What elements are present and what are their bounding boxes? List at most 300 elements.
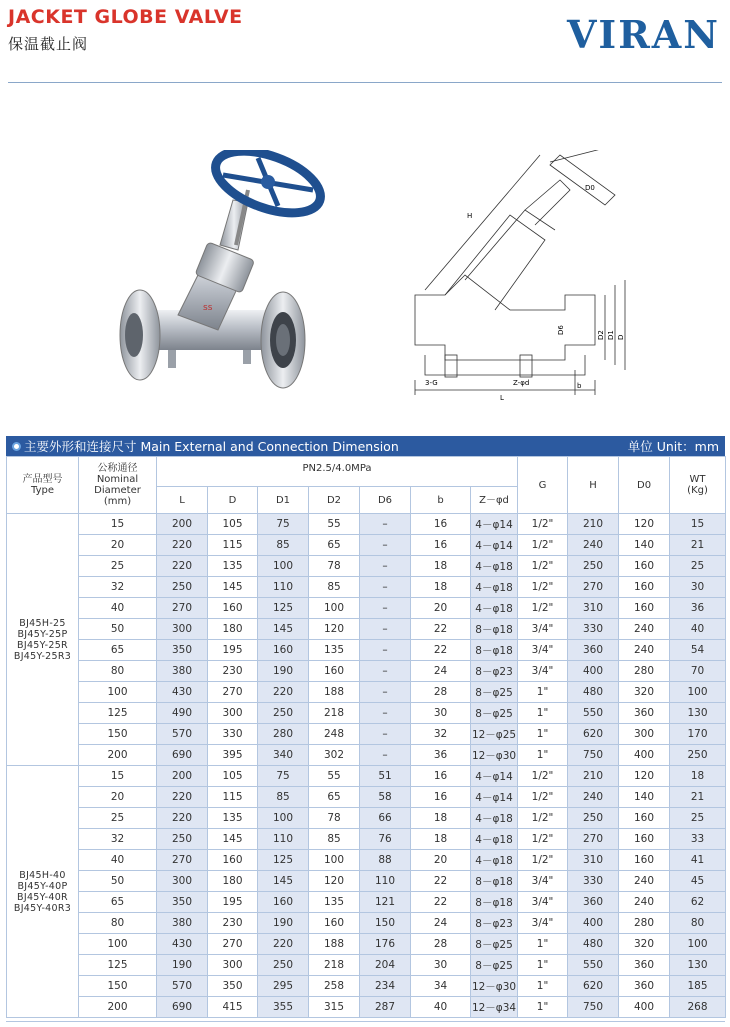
col-h: H xyxy=(568,457,619,514)
label-d6: D6 xyxy=(557,325,565,335)
table-cell: 160 xyxy=(619,598,670,619)
table-cell: 690 xyxy=(157,997,208,1018)
table-cell: 140 xyxy=(619,787,670,808)
table-cell: 32 xyxy=(411,724,471,745)
table-cell: 160 xyxy=(619,829,670,850)
table-cell: 195 xyxy=(208,892,258,913)
title-chinese: 保温截止阀 xyxy=(8,35,89,53)
label-g: 3-G xyxy=(425,379,438,387)
type-name: BJ45Y-25P xyxy=(17,628,68,640)
table-cell: 160 xyxy=(619,556,670,577)
table-cell: 12－φ25 xyxy=(471,724,518,745)
table-cell: 20 xyxy=(79,535,157,556)
table-cell: 295 xyxy=(258,976,309,997)
table-cell: 400 xyxy=(568,913,619,934)
table-cell: 120 xyxy=(619,766,670,787)
table-row xyxy=(7,934,726,955)
table-cell: 480 xyxy=(568,682,619,703)
table-cell: 22 xyxy=(411,619,471,640)
table-cell: 190 xyxy=(258,661,309,682)
table-cell: 270 xyxy=(157,598,208,619)
table-cell: 280 xyxy=(619,661,670,682)
table-cell: 270 xyxy=(568,577,619,598)
table-row xyxy=(7,703,726,724)
table-cell: 160 xyxy=(619,850,670,871)
col-nominal-diameter: 公称通径 Nominal Diameter (mm) xyxy=(79,457,157,514)
table-cell: 400 xyxy=(619,745,670,766)
table-cell: 220 xyxy=(258,682,309,703)
table-cell: 180 xyxy=(208,619,258,640)
table-cell: 160 xyxy=(208,598,258,619)
table-cell: 1/2" xyxy=(518,535,568,556)
table-cell: 3/4" xyxy=(518,619,568,640)
table-cell: 4－φ14 xyxy=(471,766,518,787)
table-cell: 55 xyxy=(309,766,360,787)
table-cell: 110 xyxy=(258,577,309,598)
table-cell: 1/2" xyxy=(518,787,568,808)
table-cell: 8－φ25 xyxy=(471,955,518,976)
table-cell: 200 xyxy=(157,766,208,787)
table-cell: 145 xyxy=(258,619,309,640)
table-row xyxy=(7,661,726,682)
table-cell: 200 xyxy=(79,745,157,766)
table-cell: 32 xyxy=(79,829,157,850)
type-cell xyxy=(7,514,79,766)
table-cell: 330 xyxy=(208,724,258,745)
table-cell: 15 xyxy=(79,766,157,787)
table-cell: 100 xyxy=(79,934,157,955)
table-cell: 220 xyxy=(157,808,208,829)
label-l: L xyxy=(500,394,504,402)
table-cell: 25 xyxy=(670,556,726,577)
table-cell: 4－φ18 xyxy=(471,829,518,850)
title-english: JACKET GLOBE VALVE xyxy=(8,6,243,28)
table-cell: 750 xyxy=(568,745,619,766)
table-cell: 34 xyxy=(411,976,471,997)
table-cell: 40 xyxy=(79,598,157,619)
table-cell: – xyxy=(360,703,411,724)
table-cell: 145 xyxy=(258,871,309,892)
table-cell: 1" xyxy=(518,997,568,1018)
type-name: BJ45Y-25R3 xyxy=(13,650,72,662)
table-cell: 355 xyxy=(258,997,309,1018)
brand-logo: VIRAN xyxy=(566,12,720,57)
table-cell: 8－φ18 xyxy=(471,892,518,913)
table-cell: 270 xyxy=(157,850,208,871)
table-row xyxy=(7,829,726,850)
table-cell: 210 xyxy=(568,514,619,535)
col-weight: WT (Kg) xyxy=(670,457,726,514)
label-d0: D0 xyxy=(585,184,595,192)
table-cell: 200 xyxy=(157,514,208,535)
type-name: BJ45Y-40R xyxy=(17,891,68,903)
table-cell: 1/2" xyxy=(518,556,568,577)
table-cell: 8－φ25 xyxy=(471,682,518,703)
table-cell: 3/4" xyxy=(518,640,568,661)
table-cell: 4－φ18 xyxy=(471,598,518,619)
table-cell: 100 xyxy=(258,556,309,577)
table-cell: 350 xyxy=(157,892,208,913)
table-cell: 20 xyxy=(411,598,471,619)
table-cell: 51 xyxy=(360,766,411,787)
table-cell: 550 xyxy=(568,703,619,724)
table-cell: 8－φ18 xyxy=(471,619,518,640)
table-cell: 100 xyxy=(79,682,157,703)
table-cell: 135 xyxy=(309,892,360,913)
table-cell: 78 xyxy=(309,556,360,577)
table-row xyxy=(7,997,726,1018)
table-cell: 76 xyxy=(360,829,411,850)
table-cell: 3/4" xyxy=(518,913,568,934)
table-cell: – xyxy=(360,724,411,745)
table-cell: 145 xyxy=(208,577,258,598)
table-cell: 160 xyxy=(309,661,360,682)
table-cell: 4－φ14 xyxy=(471,535,518,556)
bullet-icon xyxy=(12,442,21,451)
table-cell: 100 xyxy=(309,850,360,871)
table-cell: 25 xyxy=(79,556,157,577)
table-cell: 125 xyxy=(258,850,309,871)
table-cell: 62 xyxy=(670,892,726,913)
table-cell: 240 xyxy=(619,619,670,640)
table-cell: 16 xyxy=(411,787,471,808)
table-row xyxy=(7,640,726,661)
table-cell: 210 xyxy=(568,766,619,787)
table-cell: 22 xyxy=(411,892,471,913)
table-cell: 125 xyxy=(79,703,157,724)
table-cell: 240 xyxy=(568,787,619,808)
table-cell: 30 xyxy=(670,577,726,598)
table-cell: 1/2" xyxy=(518,808,568,829)
table-cell: 1" xyxy=(518,934,568,955)
table-cell: 55 xyxy=(309,514,360,535)
table-cell: 120 xyxy=(619,514,670,535)
label-h: H xyxy=(467,212,473,220)
table-cell: 110 xyxy=(258,829,309,850)
table-cell: 1" xyxy=(518,955,568,976)
table-cell: 380 xyxy=(157,661,208,682)
table-row xyxy=(7,598,726,619)
table-cell: 16 xyxy=(411,535,471,556)
table-cell: 12－φ30 xyxy=(471,745,518,766)
table-cell: – xyxy=(360,535,411,556)
label-b: b xyxy=(577,382,582,390)
col-d: D xyxy=(208,487,258,514)
table-cell: 100 xyxy=(670,934,726,955)
table-cell: 20 xyxy=(411,850,471,871)
table-body xyxy=(7,514,726,1018)
table-cell: 80 xyxy=(670,913,726,934)
col-d6: D6 xyxy=(360,487,411,514)
table-cell: 24 xyxy=(411,661,471,682)
table-cell: 110 xyxy=(360,871,411,892)
table-cell: 430 xyxy=(157,682,208,703)
table-cell: 4－φ14 xyxy=(471,787,518,808)
table-cell: 125 xyxy=(258,598,309,619)
table-cell: – xyxy=(360,598,411,619)
table-cell: 12－φ34 xyxy=(471,997,518,1018)
table-cell: 15 xyxy=(670,514,726,535)
table-cell: 570 xyxy=(157,724,208,745)
table-cell: 75 xyxy=(258,514,309,535)
table-cell: 300 xyxy=(157,619,208,640)
table-cell: 28 xyxy=(411,682,471,703)
table-cell: 195 xyxy=(208,640,258,661)
table-cell: 310 xyxy=(568,598,619,619)
table-cell: 1" xyxy=(518,724,568,745)
table-cell: 88 xyxy=(360,850,411,871)
table-cell: 300 xyxy=(208,703,258,724)
table-cell: 22 xyxy=(411,871,471,892)
table-cell: 16 xyxy=(411,766,471,787)
table-cell: 58 xyxy=(360,787,411,808)
header-divider xyxy=(8,82,722,83)
table-cell: 70 xyxy=(670,661,726,682)
table-cell: 36 xyxy=(670,598,726,619)
table-cell: 340 xyxy=(258,745,309,766)
table-cell: – xyxy=(360,640,411,661)
col-l: L xyxy=(157,487,208,514)
table-cell: 85 xyxy=(309,829,360,850)
table-cell: 150 xyxy=(360,913,411,934)
table-cell: 270 xyxy=(208,934,258,955)
table-cell: 28 xyxy=(411,934,471,955)
table-cell: 200 xyxy=(79,997,157,1018)
table-row xyxy=(7,976,726,997)
table-cell: 320 xyxy=(619,934,670,955)
table-cell: 18 xyxy=(411,556,471,577)
table-cell: – xyxy=(360,514,411,535)
table-cell: 160 xyxy=(258,640,309,661)
table-cell: 65 xyxy=(309,535,360,556)
table-row xyxy=(7,955,726,976)
table-cell: 3/4" xyxy=(518,661,568,682)
table-cell: 250 xyxy=(568,556,619,577)
table-cell: 4－φ18 xyxy=(471,850,518,871)
table-cell: 270 xyxy=(568,829,619,850)
table-row xyxy=(7,577,726,598)
table-cell: 130 xyxy=(670,955,726,976)
table-cell: 240 xyxy=(619,892,670,913)
table-cell: 620 xyxy=(568,724,619,745)
table-cell: 490 xyxy=(157,703,208,724)
table-cell: 18 xyxy=(411,829,471,850)
table-cell: 185 xyxy=(670,976,726,997)
table-cell: 3/4" xyxy=(518,892,568,913)
table-cell: 8－φ18 xyxy=(471,640,518,661)
table-cell: 1/2" xyxy=(518,850,568,871)
table-cell: 18 xyxy=(670,766,726,787)
table-row xyxy=(7,871,726,892)
table-cell: 100 xyxy=(670,682,726,703)
table-cell: 188 xyxy=(309,682,360,703)
table-cell: 176 xyxy=(360,934,411,955)
table-cell: – xyxy=(360,556,411,577)
table-cell: 1/2" xyxy=(518,577,568,598)
table-cell: 65 xyxy=(79,892,157,913)
table-cell: 66 xyxy=(360,808,411,829)
table-cell: 360 xyxy=(619,976,670,997)
table-row xyxy=(7,535,726,556)
label-d2: D2 xyxy=(597,330,605,340)
table-cell: 4－φ18 xyxy=(471,577,518,598)
table-cell: 220 xyxy=(157,787,208,808)
table-cell: – xyxy=(360,577,411,598)
table-cell: 25 xyxy=(79,808,157,829)
table-cell: 170 xyxy=(670,724,726,745)
section-title: 主要外形和连接尺寸 Main External and Connection Dimension xyxy=(24,439,399,454)
table-cell: 250 xyxy=(258,703,309,724)
type-name: BJ45Y-25R xyxy=(17,639,68,651)
table-cell: 150 xyxy=(79,976,157,997)
table-cell: 1/2" xyxy=(518,598,568,619)
table-cell: 360 xyxy=(568,892,619,913)
table-cell: 24 xyxy=(411,913,471,934)
table-cell: 85 xyxy=(258,535,309,556)
table-cell: 120 xyxy=(309,619,360,640)
table-row xyxy=(7,766,726,787)
table-cell: 315 xyxy=(309,997,360,1018)
table-row xyxy=(7,892,726,913)
table-cell: 230 xyxy=(208,913,258,934)
bottom-divider xyxy=(6,1021,725,1022)
col-type: 产品型号 Type xyxy=(7,457,79,514)
table-cell: 18 xyxy=(411,808,471,829)
table-cell: 1" xyxy=(518,745,568,766)
table-cell: 115 xyxy=(208,535,258,556)
unit-label: 单位 Unit：mm xyxy=(627,439,719,454)
table-cell: 1/2" xyxy=(518,766,568,787)
table-row xyxy=(7,682,726,703)
table-cell: 65 xyxy=(309,787,360,808)
table-cell: 1" xyxy=(518,682,568,703)
table-cell: 220 xyxy=(258,934,309,955)
table-cell: 258 xyxy=(309,976,360,997)
table-cell: – xyxy=(360,745,411,766)
section-header xyxy=(6,436,725,456)
table-cell: 80 xyxy=(79,661,157,682)
table-cell: 8－φ25 xyxy=(471,703,518,724)
table-cell: 21 xyxy=(670,535,726,556)
table-cell: 250 xyxy=(258,955,309,976)
table-cell: 45 xyxy=(670,871,726,892)
table-row xyxy=(7,556,726,577)
table-cell: 190 xyxy=(157,955,208,976)
table-cell: 16 xyxy=(411,514,471,535)
table-row xyxy=(7,850,726,871)
table-cell: 270 xyxy=(208,682,258,703)
type-name: BJ45Y-40P xyxy=(17,880,68,892)
table-cell: 250 xyxy=(670,745,726,766)
table-cell: 50 xyxy=(79,871,157,892)
table-cell: 240 xyxy=(619,871,670,892)
table-cell: 3/4" xyxy=(518,871,568,892)
table-cell: 750 xyxy=(568,997,619,1018)
table-cell: – xyxy=(360,619,411,640)
table-cell: 121 xyxy=(360,892,411,913)
label-d1: D1 xyxy=(607,330,615,340)
table-cell: 50 xyxy=(79,619,157,640)
table-cell: 240 xyxy=(619,640,670,661)
table-cell: 287 xyxy=(360,997,411,1018)
table-cell: 4－φ18 xyxy=(471,556,518,577)
table-cell: 180 xyxy=(208,871,258,892)
table-cell: 360 xyxy=(568,640,619,661)
table-cell: 250 xyxy=(568,808,619,829)
table-cell: 1" xyxy=(518,703,568,724)
type-name: BJ45Y-40R3 xyxy=(13,902,72,914)
type-cell xyxy=(7,766,79,1018)
table-cell: 280 xyxy=(619,913,670,934)
table-cell: 41 xyxy=(670,850,726,871)
table-cell: 100 xyxy=(309,598,360,619)
table-row xyxy=(7,745,726,766)
table-cell: – xyxy=(360,682,411,703)
table-cell: 115 xyxy=(208,787,258,808)
table-cell: 78 xyxy=(309,808,360,829)
table-cell: 430 xyxy=(157,934,208,955)
table-cell: 18 xyxy=(411,577,471,598)
table-cell: 188 xyxy=(309,934,360,955)
dimension-table xyxy=(6,456,726,1018)
table-cell: 218 xyxy=(309,703,360,724)
table-cell: 120 xyxy=(309,871,360,892)
dimension-drawing xyxy=(405,150,650,410)
table-cell: 220 xyxy=(157,535,208,556)
table-cell: 350 xyxy=(208,976,258,997)
table-cell: 145 xyxy=(208,829,258,850)
table-cell: 54 xyxy=(670,640,726,661)
table-cell: 12－φ30 xyxy=(471,976,518,997)
table-cell: 350 xyxy=(157,640,208,661)
table-cell: 30 xyxy=(411,955,471,976)
table-cell: 330 xyxy=(568,871,619,892)
table-cell: 300 xyxy=(208,955,258,976)
table-cell: 250 xyxy=(157,829,208,850)
table-cell: 480 xyxy=(568,934,619,955)
table-cell: 160 xyxy=(208,850,258,871)
table-cell: 160 xyxy=(619,577,670,598)
table-cell: 140 xyxy=(619,535,670,556)
col-d0: D0 xyxy=(619,457,670,514)
table-cell: 250 xyxy=(157,577,208,598)
table-cell: 30 xyxy=(411,703,471,724)
table-cell: 1" xyxy=(518,976,568,997)
table-cell: 302 xyxy=(309,745,360,766)
table-cell: 230 xyxy=(208,661,258,682)
table-cell: 204 xyxy=(360,955,411,976)
table-cell: 218 xyxy=(309,955,360,976)
table-cell: 300 xyxy=(619,724,670,745)
table-cell: 395 xyxy=(208,745,258,766)
table-cell: 360 xyxy=(619,955,670,976)
table-cell: 300 xyxy=(157,871,208,892)
table-cell: 80 xyxy=(79,913,157,934)
table-cell: 40 xyxy=(670,619,726,640)
label-zd: Z-φd xyxy=(513,379,530,387)
table-cell: 190 xyxy=(258,913,309,934)
table-cell: 380 xyxy=(157,913,208,934)
table-cell: 105 xyxy=(208,514,258,535)
table-cell: 65 xyxy=(79,640,157,661)
table-cell: 100 xyxy=(258,808,309,829)
table-cell: 8－φ23 xyxy=(471,661,518,682)
table-cell: 135 xyxy=(208,556,258,577)
table-cell: 234 xyxy=(360,976,411,997)
table-cell: 21 xyxy=(670,787,726,808)
table-cell: 22 xyxy=(411,640,471,661)
table-row xyxy=(7,619,726,640)
